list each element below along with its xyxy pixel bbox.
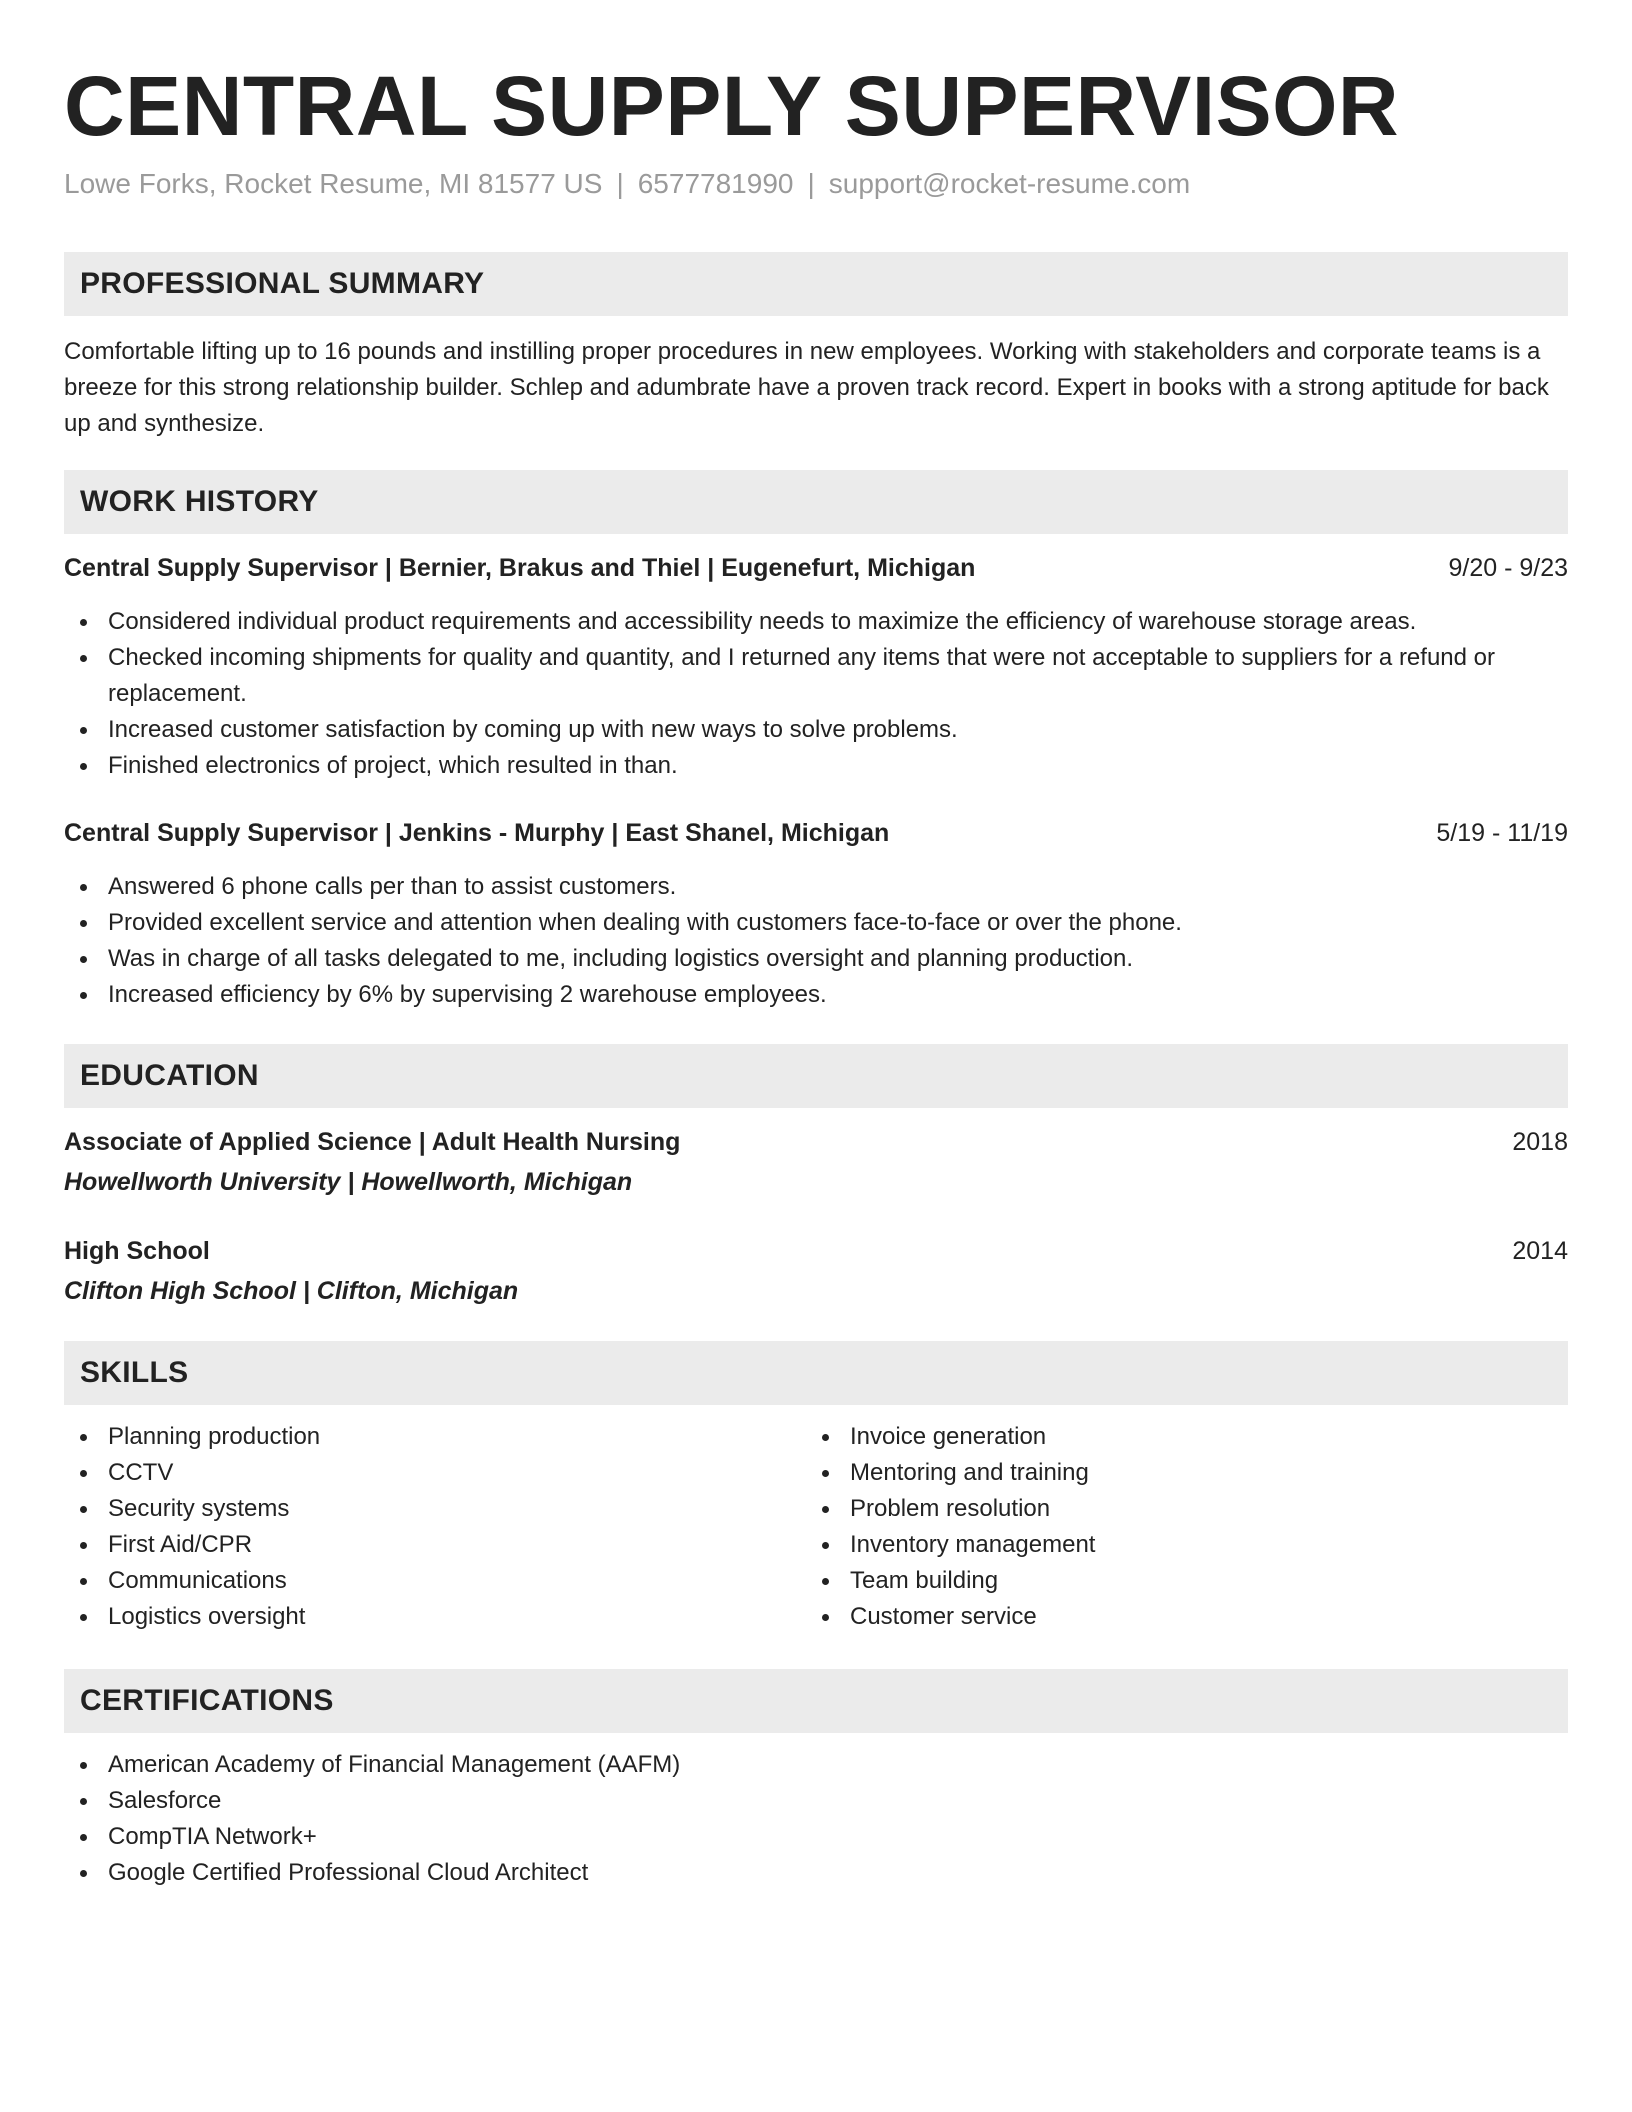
list-item: Team building — [806, 1563, 1632, 1599]
list-item: Finished electronics of project, which resulted in than. — [64, 748, 1568, 784]
list-item: Communications — [64, 1563, 1568, 1599]
list-item: Google Certified Professional Cloud Architect — [64, 1855, 1568, 1891]
job-dates: 9/20 - 9/23 — [1448, 554, 1568, 582]
education-degree: High School — [64, 1237, 210, 1265]
list-item: Logistics oversight — [64, 1599, 1568, 1635]
contact-phone: 6577781990 — [637, 168, 794, 199]
list-item: Considered individual product requirements and accessibility needs to maximize the efficiency of warehouse storage areas. — [64, 604, 1568, 640]
contact-line — [64, 166, 1190, 202]
skills-list-right — [806, 1419, 1632, 1635]
section-header-skills — [64, 1341, 1568, 1405]
education-year: 2018 — [1512, 1128, 1568, 1156]
resume-title: CENTRAL SUPPLY SUPERVISOR — [64, 59, 1400, 153]
section-title: SKILLS — [80, 1356, 189, 1389]
section-header-education — [64, 1044, 1568, 1108]
education-school: Clifton High School | Clifton, Michigan — [64, 1277, 519, 1305]
certifications-list — [64, 1747, 1568, 1891]
section-header-work-history — [64, 470, 1568, 534]
contact-separator: | — [807, 168, 815, 199]
education-header — [64, 1233, 1568, 1269]
list-item: Inventory management — [806, 1527, 1632, 1563]
list-item: Salesforce — [64, 1783, 1568, 1819]
education-year: 2014 — [1512, 1237, 1568, 1265]
list-item: Was in charge of all tasks delegated to me, including logistics oversight and planning production. — [64, 941, 1568, 977]
section-title: EDUCATION — [80, 1059, 259, 1092]
list-item: Checked incoming shipments for quality and quantity, and I returned any items that were not acceptable to suppliers for a refund or replacement. — [64, 640, 1568, 712]
contact-email: support@rocket-resume.com — [828, 168, 1191, 199]
section-title: CERTIFICATIONS — [80, 1684, 334, 1717]
job-title: Central Supply Supervisor | Bernier, Brakus and Thiel | Eugenefurt, Michigan — [64, 554, 976, 582]
education-school: Howellworth University | Howellworth, Michigan — [64, 1168, 633, 1196]
list-item: Customer service — [806, 1599, 1632, 1635]
list-item: Increased efficiency by 6% by supervising 2 warehouse employees. — [64, 977, 1568, 1013]
summary-text: Comfortable lifting up to 16 pounds and instilling proper procedures in new employees. Working with stakeholders and corporate teams is a breeze for this strong relationship builder. Schlep and adumbrate have a proven track record. Expert in books with a strong aptitude for back up and synthesize. — [64, 338, 1549, 437]
job-title: Central Supply Supervisor | Jenkins - Murphy | East Shanel, Michigan — [64, 819, 890, 847]
education-header — [64, 1124, 1568, 1160]
section-title: PROFESSIONAL SUMMARY — [80, 267, 485, 300]
list-item: First Aid/CPR — [64, 1527, 1568, 1563]
section-header-certifications — [64, 1669, 1568, 1733]
list-item: American Academy of Financial Management (AAFM) — [64, 1747, 1568, 1783]
list-item: Planning production — [64, 1419, 1568, 1455]
education-degree: Associate of Applied Science | Adult Health Nursing — [64, 1128, 681, 1156]
list-item: Increased customer satisfaction by coming up with new ways to solve problems. — [64, 712, 1568, 748]
list-item: CCTV — [64, 1455, 1568, 1491]
job-dates: 5/19 - 11/19 — [1436, 819, 1568, 847]
list-item: CompTIA Network+ — [64, 1819, 1568, 1855]
list-item: Mentoring and training — [806, 1455, 1632, 1491]
section-title: WORK HISTORY — [80, 485, 319, 518]
list-item: Provided excellent service and attention when dealing with customers face-to-face or over the phone. — [64, 905, 1568, 941]
job-header — [64, 550, 1568, 586]
section-header-summary — [64, 252, 1568, 316]
contact-separator: | — [616, 168, 624, 199]
contact-address: Lowe Forks, Rocket Resume, MI 81577 US — [64, 168, 603, 199]
job-bullets — [64, 604, 1568, 784]
list-item: Problem resolution — [806, 1491, 1632, 1527]
list-item: Answered 6 phone calls per than to assist customers. — [64, 869, 1568, 905]
job-bullets — [64, 869, 1568, 1013]
list-item: Security systems — [64, 1491, 1568, 1527]
list-item: Invoice generation — [806, 1419, 1632, 1455]
job-header — [64, 815, 1568, 851]
